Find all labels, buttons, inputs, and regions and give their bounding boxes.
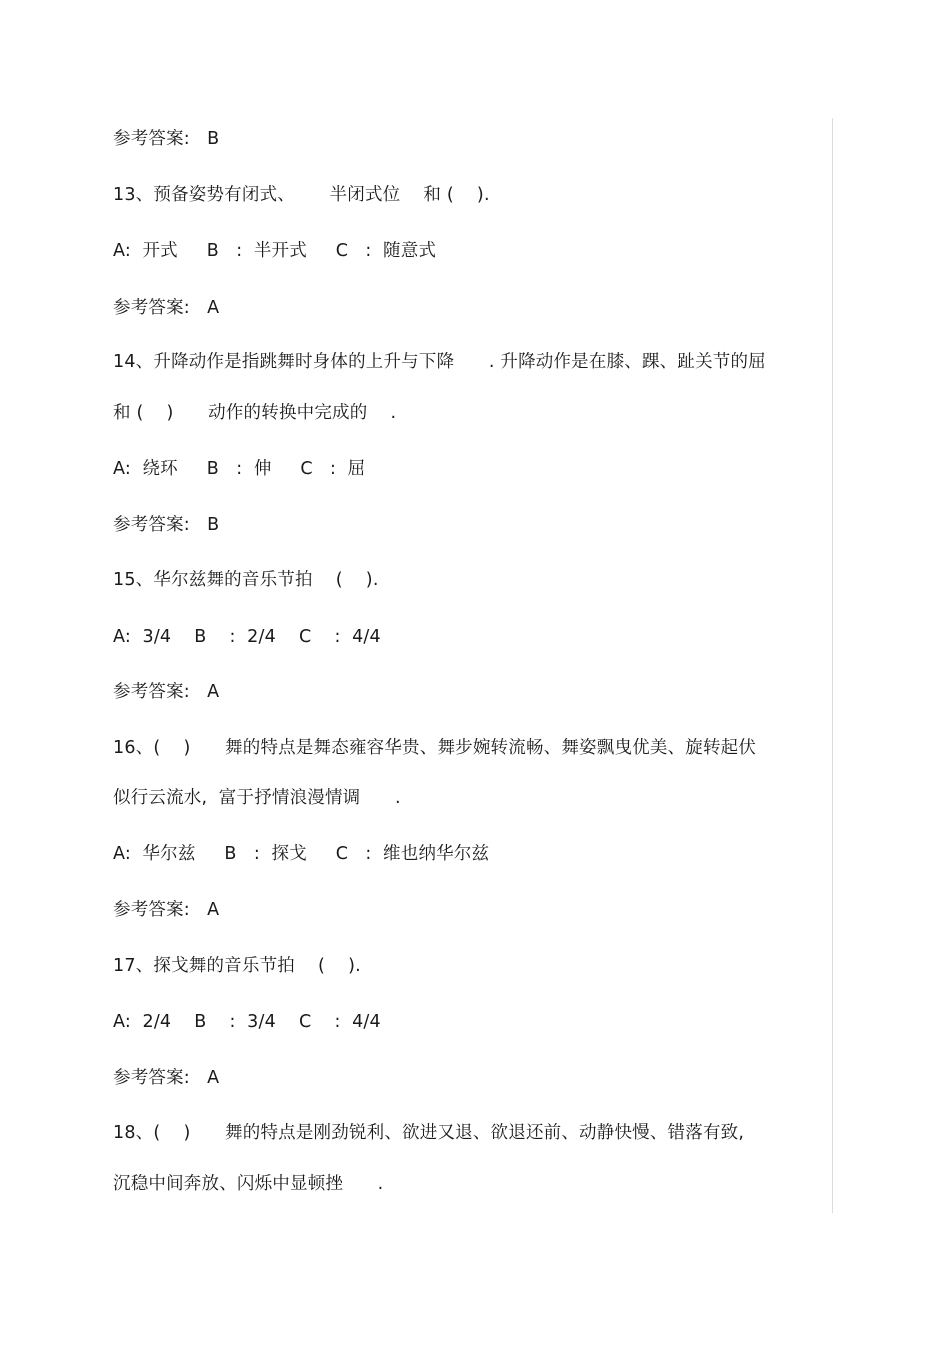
question-18-line-2: 沉稳中间奔放、闪烁中显顿挫 . bbox=[113, 1174, 384, 1194]
page-margin-rule bbox=[832, 118, 833, 1213]
question-15: 15、华尔兹舞的音乐节拍 ( ). bbox=[113, 570, 379, 590]
options-15: A: 3/4 B : 2/4 C : 4/4 bbox=[113, 627, 381, 647]
question-13: 13、预备姿势有闭式、 半闭式位 和 ( ). bbox=[113, 185, 490, 205]
answer-line: 参考答案: B bbox=[113, 129, 220, 149]
question-14-line-1: 14、升降动作是指跳舞时身体的上升与下降 . 升降动作是在膝、踝、趾关节的屈 bbox=[113, 352, 766, 372]
answer-17: 参考答案: A bbox=[113, 1068, 220, 1088]
question-17: 17、探戈舞的音乐节拍 ( ). bbox=[113, 956, 361, 976]
answer-13: 参考答案: A bbox=[113, 298, 220, 318]
question-14-line-2: 和 ( ) 动作的转换中完成的 . bbox=[113, 403, 397, 423]
answer-14: 参考答案: B bbox=[113, 515, 220, 535]
options-16: A: 华尔兹 B : 探戈 C : 维也纳华尔兹 bbox=[113, 844, 490, 864]
question-16-line-2: 似行云流水, 富于抒情浪漫情调 . bbox=[113, 788, 401, 808]
options-17: A: 2/4 B : 3/4 C : 4/4 bbox=[113, 1012, 381, 1032]
question-16-line-1: 16、( ) 舞的特点是舞态雍容华贵、舞步婉转流畅、舞姿飘曳优美、旋转起伏 bbox=[113, 738, 757, 758]
options-13: A: 开式 B : 半开式 C : 随意式 bbox=[113, 241, 437, 261]
answer-16: 参考答案: A bbox=[113, 900, 220, 920]
question-18-line-1: 18、( ) 舞的特点是刚劲锐利、欲进又退、欲退还前、动静快慢、错落有致, bbox=[113, 1123, 745, 1143]
options-14: A: 绕环 B : 伸 C : 屈 bbox=[113, 459, 366, 479]
answer-15: 参考答案: A bbox=[113, 682, 220, 702]
